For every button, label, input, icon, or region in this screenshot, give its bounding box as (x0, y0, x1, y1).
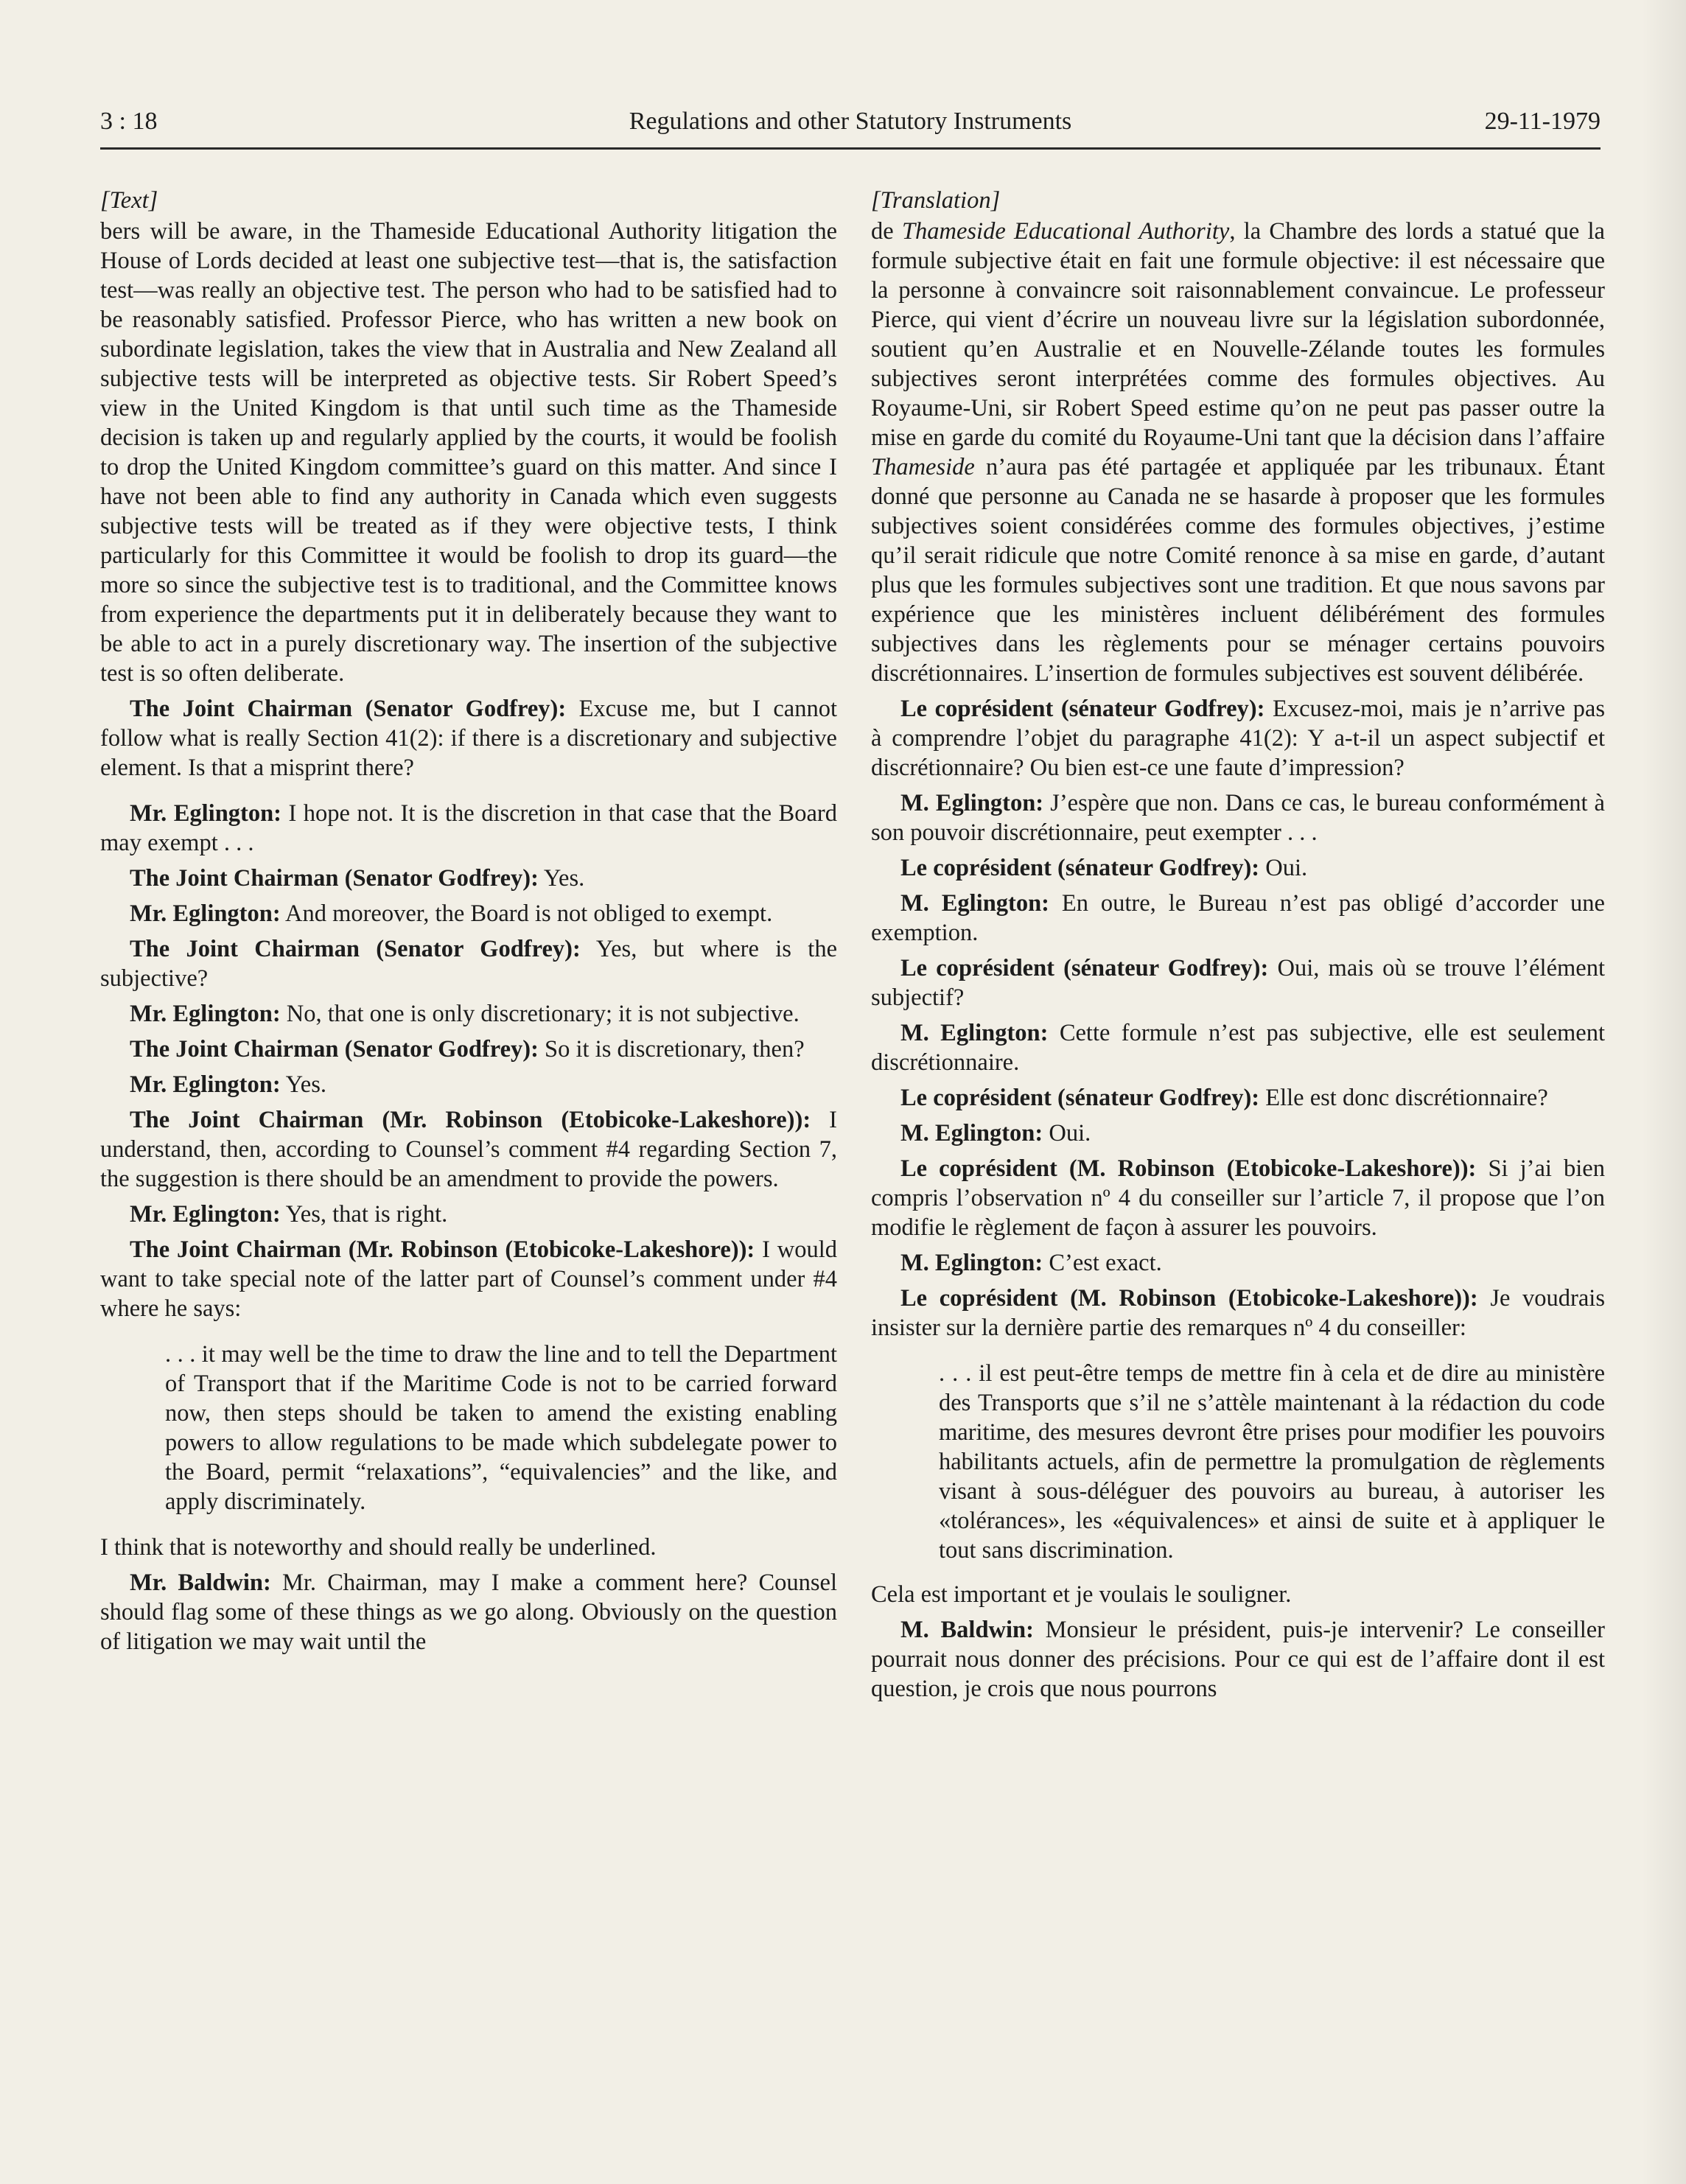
speech-text: Yes, that is right. (280, 1201, 448, 1228)
speaker-name: The Joint Chairman (Mr. Robinson (Etobicoke-Lakeshore)): (130, 1236, 755, 1263)
page-header (100, 103, 1601, 147)
speech-paragraph (100, 1568, 837, 1656)
speech-text: Oui. (1259, 855, 1308, 881)
speaker-name: The Joint Chairman (Senator Godfrey): (130, 1036, 539, 1063)
speech-paragraph (100, 999, 837, 1029)
speaker-name: M. Eglington: (900, 790, 1044, 816)
speech-paragraph (871, 889, 1605, 948)
speech-text: Yes, but where is the subjective? (100, 936, 837, 992)
remark-paragraph: Cela est important et je voulais le souligner. (871, 1581, 1292, 1608)
italic-case-name: Thameside (871, 454, 975, 480)
speech-paragraph (100, 934, 837, 993)
speech-paragraph (871, 853, 1605, 883)
speech-paragraph (871, 1284, 1605, 1343)
speaker-name: M. Eglington: (900, 1250, 1043, 1276)
speaker-name: Mr. Eglington: (130, 900, 281, 927)
speech-text: Si j’ai bien compris l’observation nº 4 du conseiller sur l’article 7, il propose que l’on modifie le règlement de façon à assurer les pouvoirs. (871, 1155, 1605, 1241)
text-run: n’aura pas été partagée et appliquée par les tribunaux. Étant donné que personne au Canada ne se hasarde à proposer que les formules subjectives soient considérées comme des formules objectives, j’estime qu’il serait ridicule que notre Comité renonce à sa mise en garde, d’autant plus que les formules subjectives sont une tradition. Et que nous savons par expérience que les ministères incluent délibérément des formules subjectives dans les règlements pour se ménager certains pouvoirs discrétionnaires. L’insertion de formules subjectives est souvent délibérée. (871, 454, 1605, 687)
speaker-name: The Joint Chairman (Senator Godfrey): (130, 936, 581, 962)
speech-paragraph (871, 1154, 1605, 1242)
speech-paragraph (100, 864, 837, 893)
speaker-name: Le coprésident (M. Robinson (Etobicoke-Lakeshore)): (900, 1285, 1478, 1312)
speech-text: Yes. (280, 1071, 326, 1098)
speech-text: J’espère que non. Dans ce cas, le bureau conformément à son pouvoir discrétionnaire, peut exempter . . . (871, 790, 1605, 846)
speech-paragraph (871, 788, 1605, 847)
speech-text: So it is discretionary, then? (538, 1036, 805, 1063)
column-label-text: [Text] (100, 187, 158, 214)
speech-paragraph (100, 1200, 837, 1229)
header-date: 29-11-1979 (1484, 108, 1601, 135)
speech-paragraph (871, 1083, 1605, 1113)
speech-text: Excusez-moi, mais je n’arrive pas à comprendre l’objet du paragraphe 41(2): Y a-t-il un aspect subjectif et discrétionnaire? Ou bien est-ce une faute d’impression? (871, 696, 1605, 781)
speaker-name: The Joint Chairman (Senator Godfrey): (130, 696, 567, 722)
speech-text: Cette formule n’est pas subjective, elle est seulement discrétionnaire. (871, 1020, 1605, 1076)
speech-text: Mr. Chairman, may I make a comment here? Counsel should flag some of these things as we go along. Obviously on the question of litigation we may wait until the (100, 1569, 837, 1655)
speech-paragraph (100, 899, 837, 928)
header-rule (100, 147, 1601, 150)
speaker-name: Le coprésident (sénateur Godfrey): (900, 696, 1265, 722)
speech-text: And moreover, the Board is not obliged to exempt. (280, 900, 773, 927)
speech-text: I understand, then, according to Counsel’s comment #4 regarding Section 7, the suggestion is there should be an amendment to provide the powers. (100, 1107, 837, 1192)
speech-paragraph (100, 1235, 837, 1323)
speaker-name: Le coprésident (sénateur Godfrey): (900, 855, 1260, 881)
block-quote: . . . il est peut-être temps de mettre fin à cela et de dire au ministère des Transports que s’il ne s’attèle maintenant à la rédaction du code maritime, des mesures devront être prises pour modifier les pouvoirs habilitants actuels, afin de permettre la promulgation de règlements visant à sous-déléguer des pouvoirs au bureau, à autoriser les «tolérances», les «équivalences» et ainsi de suite et à appliquer le tout sans discrimination. (939, 1360, 1605, 1564)
speech-text: Yes. (538, 865, 585, 892)
speech-text: Excuse me, but I cannot follow what is really Section 41(2): if there is a discretionary and subjective element. Is that a misprint there? (100, 696, 837, 781)
text-run: de (871, 218, 902, 245)
speaker-name: The Joint Chairman (Mr. Robinson (Etobicoke-Lakeshore)): (130, 1107, 811, 1133)
french-column (871, 186, 1605, 1709)
remark-paragraph: I think that is noteworthy and should really be underlined. (100, 1534, 657, 1561)
speech-paragraph (871, 1119, 1605, 1148)
speaker-name: Mr. Eglington: (130, 1201, 281, 1228)
speaker-name: Mr. Baldwin: (130, 1569, 271, 1596)
speaker-name: Mr. Eglington: (130, 1001, 281, 1027)
speaker-name: Le coprésident (M. Robinson (Etobicoke-Lakeshore)): (900, 1155, 1477, 1182)
speech-paragraph (100, 1105, 837, 1194)
running-title: Regulations and other Statutory Instruments (629, 108, 1072, 135)
speech-paragraph (100, 1035, 837, 1064)
speech-paragraph (871, 694, 1605, 783)
opening-paragraph: bers will be aware, in the Thameside Educational Authority litigation the House of Lords decided at least one subjective test—that is, the satisfaction test—was really an objective test. The person who had to be satisfied had to be reasonably satisfied. Professor Pierce, who has written a new book on subordinate legislation, takes the view that in Australia and New Zealand all subjective tests will be interpreted as objective tests. Sir Robert Speed’s view in the United Kingdom is that until such time as the Thameside decision is taken up and regularly applied by the courts, it would be foolish to drop the United Kingdom committee’s guard on this matter. And since I have not been able to find any authority in Canada which even suggests subjective tests will be treated as if they were objective tests, I think particularly for this Committee it would be foolish to drop its guard—the more so since the subjective test is to traditional, and the Committee knows from experience the departments put it in deliberately because they want to be able to act in a purely discretionary way. The insertion of the subjective test is so often deliberate. (100, 218, 837, 687)
speech-text: I would want to take special note of the latter part of Counsel’s comment under #4 where he says: (100, 1236, 837, 1322)
speaker-name: Mr. Eglington: (130, 800, 281, 827)
speaker-name: M. Eglington: (900, 1120, 1043, 1147)
speech-text: Monsieur le président, puis-je intervenir? Le conseiller pourrait nous donner des précisions. Pour ce qui est de l’affaire dont il est question, je crois que nous pourrons (871, 1617, 1605, 1702)
speaker-name: Le coprésident (sénateur Godfrey): (900, 955, 1269, 981)
speech-text: I hope not. It is the discretion in that case that the Board may exempt . . . (100, 800, 837, 856)
speech-text: No, that one is only discretionary; it is not subjective. (280, 1001, 800, 1027)
speech-text: Oui. (1043, 1120, 1091, 1147)
speaker-name: Mr. Eglington: (130, 1071, 281, 1098)
block-quote: . . . it may well be the time to draw the line and to tell the Department of Transport that if the Maritime Code is not to be carried forward now, then steps should be taken to amend the existing enabling powers to allow regulations to be made which subdelegate power to the Board, permit “relaxations”, “equivalencies” and the like, and apply discriminately. (165, 1341, 837, 1515)
italic-case-name: Thameside Educational Authority (901, 218, 1230, 245)
speech-paragraph (100, 694, 837, 783)
speech-paragraph (871, 1615, 1605, 1704)
speech-text: Oui, mais où se trouve l’élément subjectif? (871, 955, 1606, 1011)
speech-paragraph (871, 1018, 1605, 1077)
text-run: , la Chambre des lords a statué que la formule subjective était en fait une formule objective: il est nécessaire que la personne à convaincre soit raisonnablement convaincue. Le professeur Pierce, qui vient d’écrire un nouveau livre sur la législation subordonnée, soutient qu’en Australie et en Nouvelle-Zélande toutes les formules subjectives seront interprétées comme des formules objectives. Au Royaume-Uni, sir Robert Speed estime qu’on ne peut pas passer outre la mise en garde du comité du Royaume-Uni tant que la décision dans l’affaire (871, 218, 1605, 451)
speech-text: C’est exact. (1043, 1250, 1162, 1276)
speech-paragraph (871, 953, 1605, 1012)
speech-paragraph (100, 799, 837, 858)
speech-text: Elle est donc discrétionnaire? (1259, 1085, 1548, 1111)
page-edge-shadow (1642, 0, 1686, 2184)
page-number: 3 : 18 (100, 108, 158, 135)
speech-paragraph (100, 1070, 837, 1099)
column-label-translation: [Translation] (871, 187, 1001, 214)
speaker-name: Le coprésident (sénateur Godfrey): (900, 1085, 1260, 1111)
english-column (100, 186, 837, 1662)
opening-paragraph (871, 217, 1605, 688)
speech-paragraph (871, 1248, 1605, 1278)
speech-text: En outre, le Bureau n’est pas obligé d’accorder une exemption. (871, 890, 1605, 946)
speaker-name: M. Eglington: (900, 1020, 1049, 1046)
speaker-name: M. Eglington: (900, 890, 1049, 917)
speaker-name: M. Baldwin: (900, 1617, 1034, 1643)
speech-text: Je voudrais insister sur la dernière partie des remarques nº 4 du conseiller: (871, 1285, 1605, 1341)
speaker-name: The Joint Chairman (Senator Godfrey): (130, 865, 539, 892)
